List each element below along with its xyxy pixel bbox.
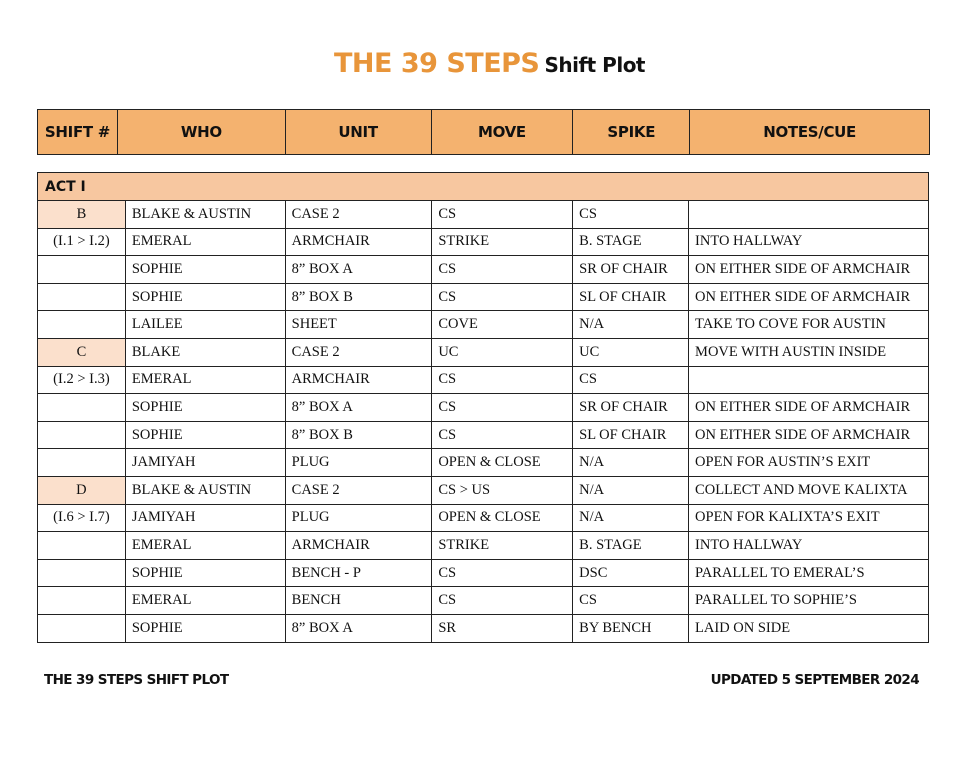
cell-unit: 8” BOX B bbox=[285, 421, 432, 449]
cell-shift: (I.1 > I.2) bbox=[38, 228, 126, 256]
cell-notes: OPEN FOR KALIXTA’S EXIT bbox=[689, 504, 929, 532]
cell-move: CS bbox=[432, 559, 573, 587]
cell-move: OPEN & CLOSE bbox=[432, 504, 573, 532]
table-row bbox=[38, 504, 929, 532]
table-row bbox=[38, 394, 929, 422]
column-header-move: MOVE bbox=[431, 110, 573, 155]
table-row bbox=[38, 338, 929, 366]
cell-who: EMERAL bbox=[125, 366, 285, 394]
cell-notes: ON EITHER SIDE OF ARMCHAIR bbox=[689, 421, 929, 449]
cell-who: BLAKE bbox=[125, 338, 285, 366]
cell-shift bbox=[38, 614, 126, 642]
cell-move: SR bbox=[432, 614, 573, 642]
cell-spike: N/A bbox=[573, 504, 689, 532]
cell-shift bbox=[38, 421, 126, 449]
table-row bbox=[38, 587, 929, 615]
cell-who: EMERAL bbox=[125, 587, 285, 615]
page-title bbox=[0, 48, 979, 79]
column-header-who: WHO bbox=[117, 110, 285, 155]
cell-spike: SL OF CHAIR bbox=[573, 283, 689, 311]
cell-unit: SHEET bbox=[285, 311, 432, 339]
table-row bbox=[38, 476, 929, 504]
column-header-notes: NOTES/CUE bbox=[690, 110, 930, 155]
cell-spike: N/A bbox=[573, 449, 689, 477]
cell-move: CS bbox=[432, 256, 573, 284]
cell-spike: SL OF CHAIR bbox=[573, 421, 689, 449]
cell-notes bbox=[689, 366, 929, 394]
cell-unit: PLUG bbox=[285, 449, 432, 477]
table-row bbox=[38, 256, 929, 284]
cell-unit: CASE 2 bbox=[285, 201, 432, 229]
cell-move: CS bbox=[432, 421, 573, 449]
table-row bbox=[38, 311, 929, 339]
cell-move: CS bbox=[432, 587, 573, 615]
column-header-row bbox=[38, 110, 930, 155]
cell-notes bbox=[689, 201, 929, 229]
cell-who: JAMIYAH bbox=[125, 504, 285, 532]
cell-who: SOPHIE bbox=[125, 256, 285, 284]
cell-who: SOPHIE bbox=[125, 283, 285, 311]
footer-updated-date: UPDATED 5 SEPTEMBER 2024 bbox=[710, 672, 919, 688]
cell-unit: 8” BOX A bbox=[285, 256, 432, 284]
title-subtitle: Shift Plot bbox=[544, 53, 645, 77]
cell-shift bbox=[38, 394, 126, 422]
table-row bbox=[38, 201, 929, 229]
cell-unit: ARMCHAIR bbox=[285, 228, 432, 256]
cell-notes: ON EITHER SIDE OF ARMCHAIR bbox=[689, 394, 929, 422]
cell-who: JAMIYAH bbox=[125, 449, 285, 477]
cell-notes: INTO HALLWAY bbox=[689, 228, 929, 256]
cell-shift: C bbox=[38, 338, 126, 366]
cell-unit: 8” BOX A bbox=[285, 614, 432, 642]
column-header-shift: SHIFT # bbox=[38, 110, 118, 155]
cell-unit: ARMCHAIR bbox=[285, 366, 432, 394]
table-row bbox=[38, 614, 929, 642]
cell-shift bbox=[38, 559, 126, 587]
cell-shift bbox=[38, 532, 126, 560]
cell-move: STRIKE bbox=[432, 532, 573, 560]
cell-spike: SR OF CHAIR bbox=[573, 394, 689, 422]
cell-shift: D bbox=[38, 476, 126, 504]
cell-unit: 8” BOX A bbox=[285, 394, 432, 422]
table-row bbox=[38, 559, 929, 587]
cell-shift bbox=[38, 283, 126, 311]
cell-move: CS bbox=[432, 394, 573, 422]
table-row bbox=[38, 228, 929, 256]
table-row bbox=[38, 421, 929, 449]
cell-shift: (I.2 > I.3) bbox=[38, 366, 126, 394]
footer-title: THE 39 STEPS SHIFT PLOT bbox=[44, 672, 229, 688]
cell-unit: CASE 2 bbox=[285, 338, 432, 366]
cell-unit: ARMCHAIR bbox=[285, 532, 432, 560]
table-row bbox=[38, 366, 929, 394]
cell-notes: TAKE TO COVE FOR AUSTIN bbox=[689, 311, 929, 339]
cell-unit: 8” BOX B bbox=[285, 283, 432, 311]
cell-move: CS bbox=[432, 283, 573, 311]
cell-unit: CASE 2 bbox=[285, 476, 432, 504]
cell-who: EMERAL bbox=[125, 228, 285, 256]
cell-move: CS bbox=[432, 201, 573, 229]
cell-notes: MOVE WITH AUSTIN INSIDE bbox=[689, 338, 929, 366]
cell-spike: CS bbox=[573, 366, 689, 394]
table-row bbox=[38, 449, 929, 477]
cell-spike: N/A bbox=[573, 476, 689, 504]
cell-notes: PARALLEL TO SOPHIE’S bbox=[689, 587, 929, 615]
cell-spike: CS bbox=[573, 587, 689, 615]
cell-shift: (I.6 > I.7) bbox=[38, 504, 126, 532]
cell-notes: PARALLEL TO EMERAL’S bbox=[689, 559, 929, 587]
table-row bbox=[38, 283, 929, 311]
cell-who: SOPHIE bbox=[125, 559, 285, 587]
table-row bbox=[38, 532, 929, 560]
cell-who: BLAKE & AUSTIN bbox=[125, 476, 285, 504]
cell-spike: DSC bbox=[573, 559, 689, 587]
cell-notes: LAID ON SIDE bbox=[689, 614, 929, 642]
cell-unit: BENCH bbox=[285, 587, 432, 615]
cell-notes: INTO HALLWAY bbox=[689, 532, 929, 560]
cell-notes: ON EITHER SIDE OF ARMCHAIR bbox=[689, 283, 929, 311]
cell-notes: ON EITHER SIDE OF ARMCHAIR bbox=[689, 256, 929, 284]
cell-spike: B. STAGE bbox=[573, 228, 689, 256]
cell-move: CS > US bbox=[432, 476, 573, 504]
cell-move: STRIKE bbox=[432, 228, 573, 256]
cell-spike: UC bbox=[573, 338, 689, 366]
cell-spike: B. STAGE bbox=[573, 532, 689, 560]
cell-spike: CS bbox=[573, 201, 689, 229]
cell-unit: BENCH - P bbox=[285, 559, 432, 587]
column-header-unit: UNIT bbox=[285, 110, 431, 155]
cell-move: CS bbox=[432, 366, 573, 394]
cell-shift bbox=[38, 449, 126, 477]
cell-move: COVE bbox=[432, 311, 573, 339]
cell-who: LAILEE bbox=[125, 311, 285, 339]
cell-shift: B bbox=[38, 201, 126, 229]
cell-move: UC bbox=[432, 338, 573, 366]
cell-move: OPEN & CLOSE bbox=[432, 449, 573, 477]
cell-who: SOPHIE bbox=[125, 394, 285, 422]
cell-shift bbox=[38, 587, 126, 615]
cell-who: EMERAL bbox=[125, 532, 285, 560]
title-play-name: THE 39 STEPS bbox=[334, 48, 540, 79]
cell-spike: BY BENCH bbox=[573, 614, 689, 642]
cell-notes: OPEN FOR AUSTIN’S EXIT bbox=[689, 449, 929, 477]
act-header-row bbox=[38, 173, 929, 201]
act-label: ACT I bbox=[38, 173, 929, 201]
cell-unit: PLUG bbox=[285, 504, 432, 532]
cell-spike: SR OF CHAIR bbox=[573, 256, 689, 284]
cell-who: SOPHIE bbox=[125, 614, 285, 642]
column-header-table bbox=[37, 109, 930, 155]
shift-plot-table bbox=[37, 172, 929, 643]
cell-spike: N/A bbox=[573, 311, 689, 339]
cell-shift bbox=[38, 256, 126, 284]
column-header-spike: SPIKE bbox=[573, 110, 690, 155]
cell-shift bbox=[38, 311, 126, 339]
cell-notes: COLLECT AND MOVE KALIXTA bbox=[689, 476, 929, 504]
cell-who: SOPHIE bbox=[125, 421, 285, 449]
cell-who: BLAKE & AUSTIN bbox=[125, 201, 285, 229]
